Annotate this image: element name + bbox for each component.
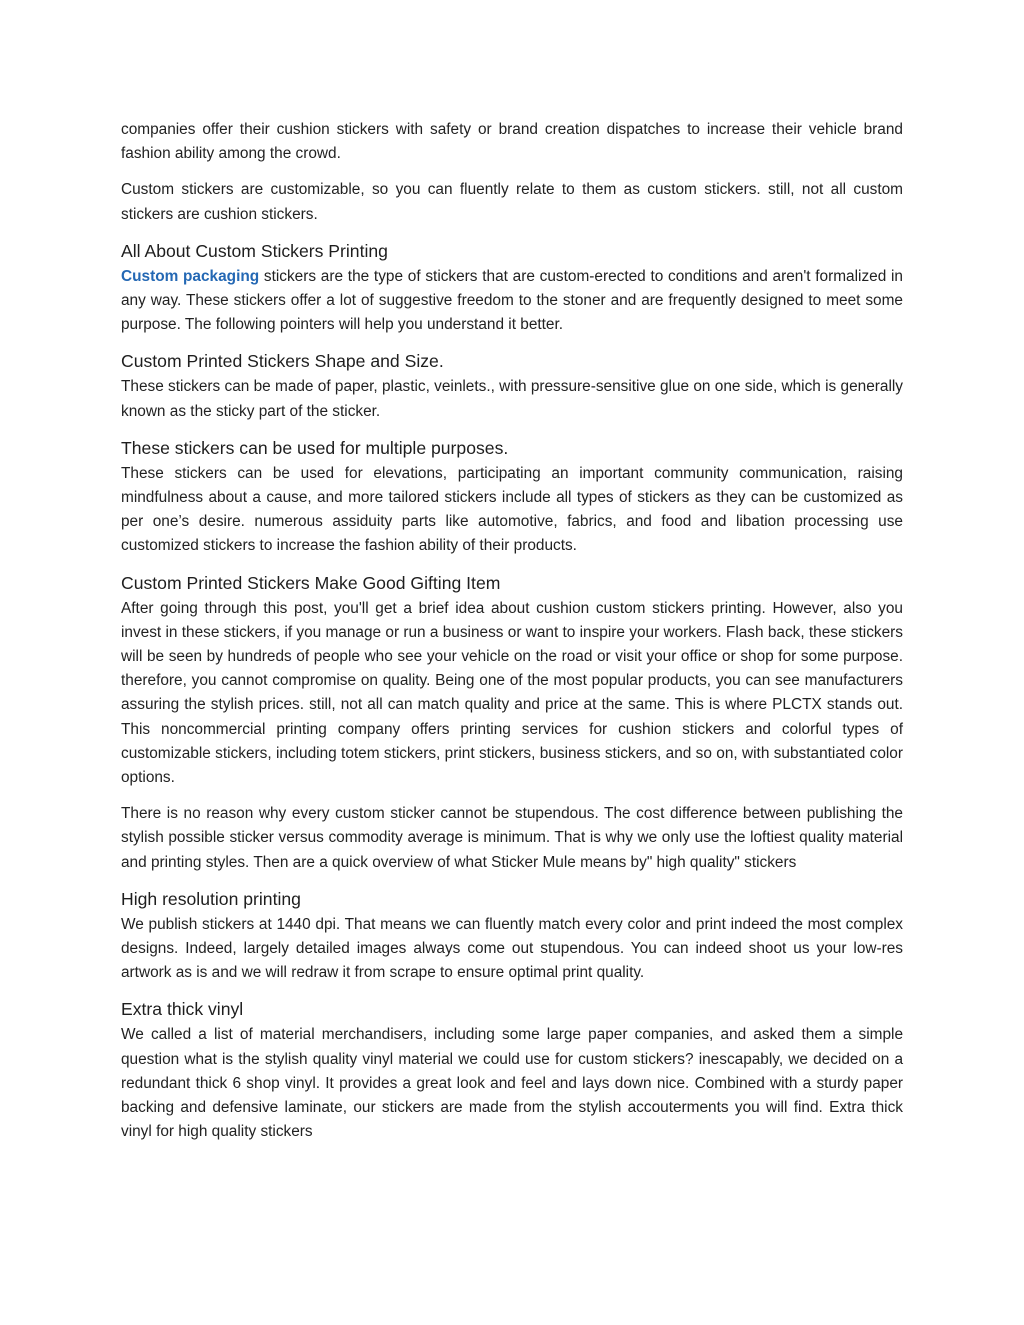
paragraph-gifting-item-2: There is no reason why every custom sticker cannot be stupendous. The cost difference between publishing the stylish possible sticker versus commodity average is minimum. That is why we only use the loftiest quality material and printing styles. Then are a quick overview of what Sticker Mule means by" high quality" stickers [121,805,903,871]
paragraph-shape-and-size: These stickers can be made of paper, plastic, veinlets., with pressure-sensitive glue on one side, which is generally known as the sticky part of the sticker. [121,378,903,420]
paragraph-custom-stickers-printing-text: stickers are the type of stickers that are custom-erected to conditions and aren't formalized in any way. These stickers offer a lot of suggestive freedom to the stoner and are frequently designed to meet some purpose. The following pointers will help you understand it better. [121,267,903,334]
paragraph-multiple-purposes: These stickers can be used for elevations, participating an important community communication, raising mindfulness about a cause, and more tailored stickers include all types of stickers as they can be customized as per one’s desire. numerous assiduity parts like automotive, fabrics, and food and libation processing use customized stickers to increase the fashion ability of their products. [121,464,903,555]
intro-paragraph-1: companies offer their cushion stickers with safety or brand creation dispatches to increase their vehicle brand fashion ability among the crowd. [121,121,903,163]
heading-multiple-purposes: These stickers can be used for multiple purposes. [121,437,509,458]
paragraph-custom-stickers-printing [121,265,903,338]
document-page [121,118,903,1157]
custom-packaging-link[interactable]: Custom packaging [121,267,260,285]
heading-gifting-item: Custom Printed Stickers Make Good Gifting Item [121,572,501,593]
intro-paragraph-2: Custom stickers are customizable, so you can fluently relate to them as custom stickers. still, not all custom stickers are cushion stickers. [121,181,903,223]
heading-extra-thick-vinyl: Extra thick vinyl [121,999,244,1020]
paragraph-extra-thick-vinyl: We called a list of material merchandisers, including some large paper companies, and asked them a simple question what is the stylish quality vinyl material we could use for custom stickers? inescapably, we decided on a redundant thick 6 shop vinyl. It provides a great look and feel and lays down nice. Combined with a sturdy paper backing and defensive laminate, our stickers are made from the stylish accouterments you will find. Extra thick vinyl for high quality stickers [121,1026,903,1141]
heading-custom-stickers-printing: All About Custom Stickers Printing [121,240,388,261]
paragraph-gifting-item-1: After going through this post, you'll get a brief idea about cushion custom stickers printing. However, also you invest in these stickers, if you manage or run a business or want to inspire your workers. Flash back, these stickers will be seen by hundreds of people who see your vehicle on the road or visit your office or shop for some purpose. therefore, you cannot compromise on quality. Being one of the most popular products, you can see manufacturers assuring the stylish prices. still, not all can match quality and price at the same. This is where PLCTX stands out. This noncommercial printing company offers printing services for cushion stickers and colorful types of customizable stickers, including totem stickers, print stickers, business stickers, and so on, with substantiated color options. [121,599,903,787]
paragraph-high-resolution-printing: We publish stickers at 1440 dpi. That means we can fluently match every color and print indeed the most complex designs. Indeed, largely detailed images always come out stupendous. You can indeed shoot us your low-res artwork as is and we will redraw it from scrape to ensure optimal print quality. [121,915,903,982]
heading-high-resolution-printing: High resolution printing [121,888,301,909]
heading-shape-and-size: Custom Printed Stickers Shape and Size. [121,351,444,372]
